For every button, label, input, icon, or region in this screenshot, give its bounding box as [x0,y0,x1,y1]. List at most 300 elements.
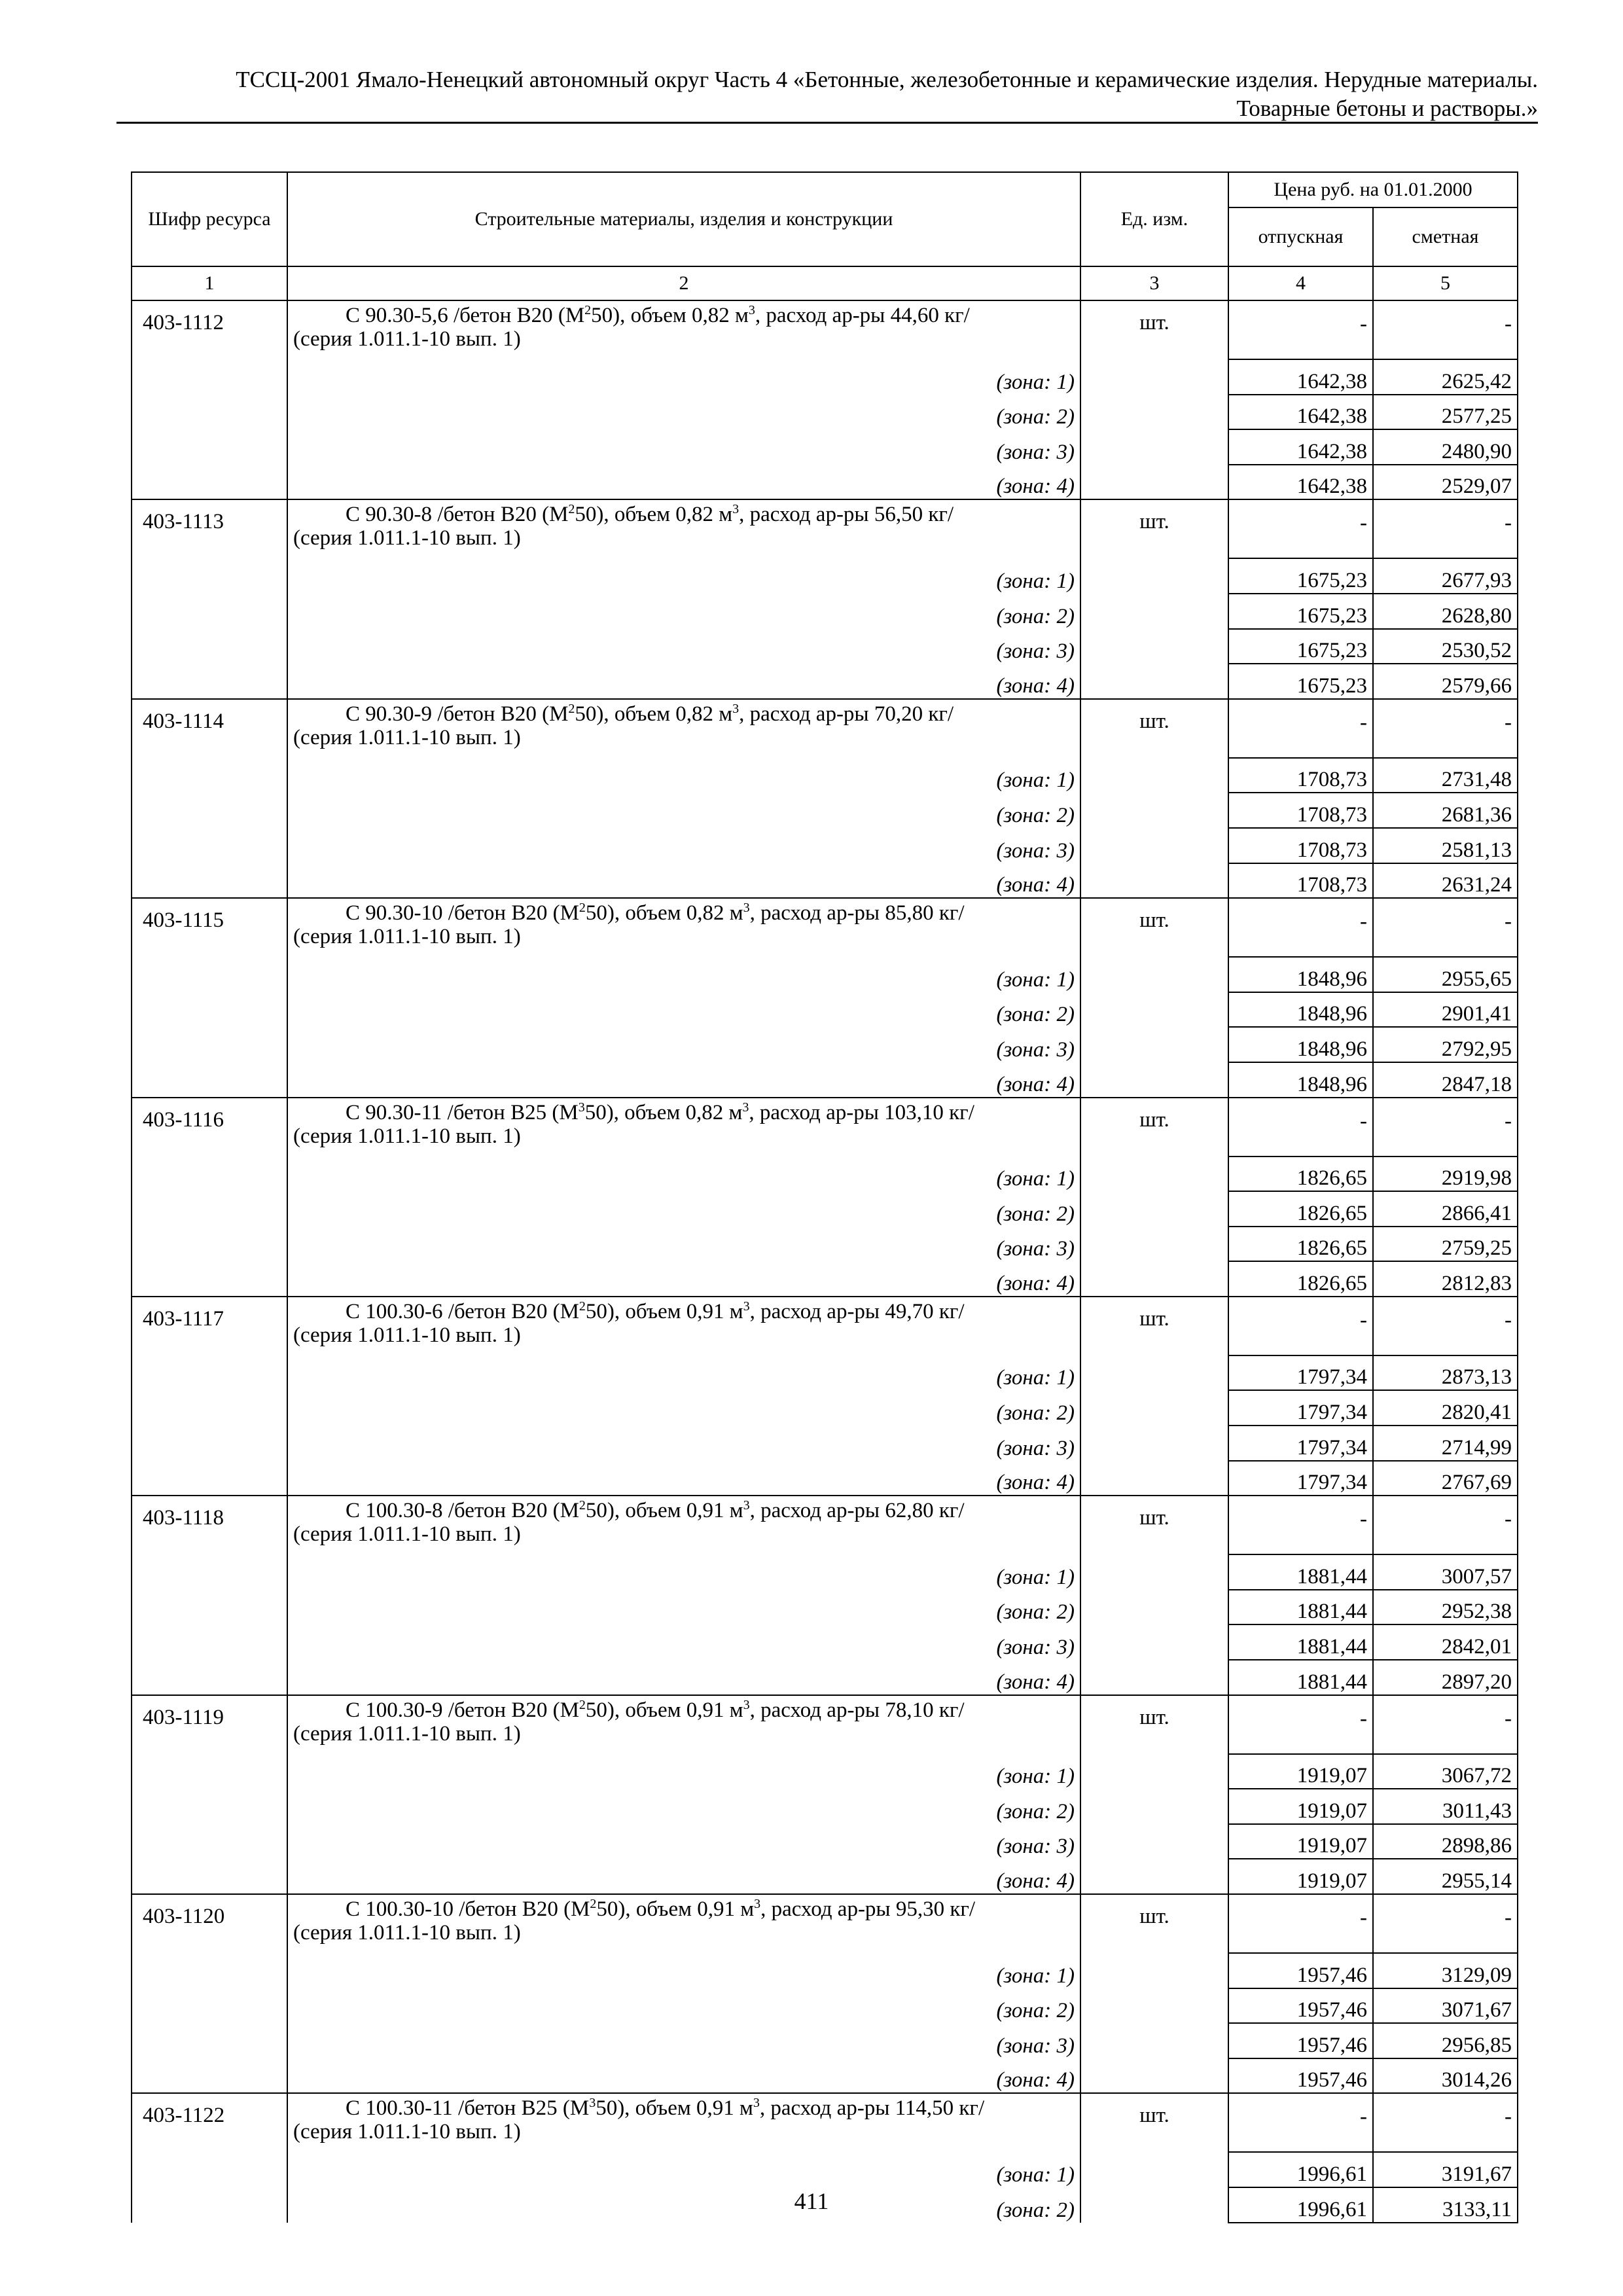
resource-description [287,300,1080,359]
zone-label: (зона: 3) [287,629,1080,664]
description-part-a: С 90.30-10 /бетон В20 (М [346,901,579,925]
zone-estimate-price: 2628,80 [1373,594,1518,629]
empty-cell [132,1754,287,1789]
description-part-b: 50), объем 0,82 м [585,901,743,925]
description-line-1 [293,2096,1075,2120]
unit-of-measure: шт. [1080,2093,1228,2152]
empty-cell [132,465,287,500]
empty-cell [132,664,287,699]
zone-release-price: 1881,44 [1228,1554,1373,1590]
empty-cell [1080,1988,1228,2024]
zone-release-price: 1675,23 [1228,629,1373,664]
superscript-grade: 2 [579,1299,586,1314]
empty-cell [132,1624,287,1660]
zone-release-price: 1708,73 [1228,863,1373,899]
empty-cell [1080,664,1228,699]
zone-estimate-price: 2919,98 [1373,1157,1518,1192]
description-part-b: 50), объем 0,91 м [596,2096,753,2121]
release-price: - [1228,1496,1373,1554]
description-line-1 [293,1698,1075,1722]
empty-cell [1080,1590,1228,1625]
empty-cell [1080,2058,1228,2094]
empty-cell [1080,2023,1228,2058]
zone-label: (зона: 1) [287,1355,1080,1391]
zone-release-price: 1848,96 [1228,957,1373,992]
description-part-c: , расход ар-ры 103,10 кг/ [749,1100,974,1124]
zone-label: (зона: 4) [287,1261,1080,1297]
empty-cell [1080,558,1228,594]
zone-estimate-price: 2581,13 [1373,828,1518,863]
superscript-grade: 2 [579,901,586,916]
release-price: - [1228,1098,1373,1157]
empty-cell [132,863,287,899]
table-row [132,898,1518,957]
zone-release-price: 1957,46 [1228,1953,1373,1988]
zone-row [132,1590,1518,1625]
empty-cell [132,1789,287,1824]
zone-estimate-price: 3014,26 [1373,2058,1518,2094]
empty-cell [132,2023,287,2058]
zone-label: (зона: 3) [287,1027,1080,1062]
empty-cell [1080,465,1228,500]
zone-release-price: 1826,65 [1228,1227,1373,1262]
col-header-name: Строительные материалы, изделия и конструкции [287,172,1080,266]
zone-estimate-price: 2842,01 [1373,1624,1518,1660]
zone-release-price: 1826,65 [1228,1261,1373,1297]
superscript-volume: 3 [743,1697,750,1712]
empty-cell [132,429,287,465]
zone-label: (зона: 4) [287,2058,1080,2094]
estimate-price: - [1373,1297,1518,1355]
zone-release-price: 1848,96 [1228,1062,1373,1098]
zone-row [132,1859,1518,1894]
zone-row [132,558,1518,594]
superscript-grade: 3 [578,1100,585,1115]
empty-cell [1080,1824,1228,1859]
description-part-c: , расход ар-ры 44,60 кг/ [755,304,970,327]
zone-label: (зона: 3) [287,429,1080,465]
empty-cell [132,1191,287,1227]
zone-label: (зона: 1) [287,558,1080,594]
empty-cell [1080,1859,1228,1894]
zone-release-price: 1919,07 [1228,1754,1373,1789]
resource-code: 403-1119 [132,1695,287,1754]
description-part-a: С 90.30-8 /бетон В20 (М [346,503,569,527]
zone-row [132,1426,1518,1461]
zone-label: (зона: 3) [287,1824,1080,1859]
description-line-2: (серия 1.011.1-10 вып. 1) [293,2120,521,2144]
zone-row [132,828,1518,863]
empty-cell [1080,1461,1228,1496]
table-row [132,1297,1518,1355]
zone-estimate-price: 3133,11 [1373,2187,1518,2223]
zone-estimate-price: 2898,86 [1373,1824,1518,1859]
zone-estimate-price: 2955,14 [1373,1859,1518,1894]
description-line-1 [293,1499,1075,1522]
description-part-b: 50), объем 0,82 м [584,1100,743,1124]
header-rule [116,122,1538,124]
release-price: - [1228,1894,1373,1953]
description-line-1 [293,901,1075,925]
resource-code: 403-1117 [132,1297,287,1355]
description-line-1 [293,1300,1075,1323]
superscript-volume: 3 [742,1100,749,1115]
col-header-code: Шифр ресурса [132,172,287,266]
resource-code: 403-1113 [132,499,287,558]
zone-estimate-price: 3067,72 [1373,1754,1518,1789]
zone-release-price: 1675,23 [1228,558,1373,594]
superscript-volume: 3 [732,502,740,517]
zone-estimate-price: 2731,48 [1373,758,1518,793]
description-part-b: 50), объем 0,91 м [596,1897,755,1921]
table-row [132,699,1518,758]
zone-release-price: 1848,96 [1228,992,1373,1028]
zone-estimate-price: 2866,41 [1373,1191,1518,1227]
unit-of-measure: шт. [1080,1894,1228,1953]
zone-release-price: 1642,38 [1228,359,1373,395]
zone-estimate-price: 2577,25 [1373,395,1518,430]
empty-cell [132,828,287,863]
zone-label: (зона: 4) [287,1859,1080,1894]
empty-cell [1080,758,1228,793]
zone-estimate-price: 2792,95 [1373,1027,1518,1062]
superscript-volume: 3 [743,1299,750,1314]
zone-release-price: 1708,73 [1228,793,1373,828]
zone-row [132,2058,1518,2094]
empty-cell [132,1355,287,1391]
page-header [116,65,1538,123]
zone-release-price: 1919,07 [1228,1859,1373,1894]
zone-estimate-price: 2681,36 [1373,793,1518,828]
empty-cell [1080,1624,1228,1660]
zone-row [132,1554,1518,1590]
zone-row [132,1461,1518,1496]
resource-code: 403-1115 [132,898,287,957]
description-line-1 [293,1101,1075,1124]
estimate-price: - [1373,2093,1518,2152]
release-price: - [1228,1297,1373,1355]
empty-cell [1080,1660,1228,1695]
estimate-price: - [1373,499,1518,558]
empty-cell [132,1859,287,1894]
description-line-2: (серия 1.011.1-10 вып. 1) [293,1124,521,1148]
zone-release-price: 1881,44 [1228,1660,1373,1695]
superscript-volume: 3 [753,2096,760,2111]
empty-cell [1080,863,1228,899]
estimate-price: - [1373,1695,1518,1754]
zone-row [132,359,1518,395]
price-table [131,171,1518,2223]
resource-description [287,2093,1080,2152]
empty-cell [132,2152,287,2187]
empty-cell [132,1590,287,1625]
zone-release-price: 1881,44 [1228,1624,1373,1660]
empty-cell [132,1953,287,1988]
resource-description [287,898,1080,957]
zone-row [132,629,1518,664]
empty-cell [132,992,287,1028]
superscript-grade: 2 [590,1897,597,1911]
description-part-a: С 100.30-6 /бетон В20 (М [346,1299,579,1323]
zone-estimate-price: 2901,41 [1373,992,1518,1028]
empty-cell [1080,1027,1228,1062]
unit-of-measure: шт. [1080,1496,1228,1554]
description-part-c: , расход ар-ры 78,10 кг/ [749,1698,965,1722]
zone-estimate-price: 2812,83 [1373,1261,1518,1297]
zone-label: (зона: 4) [287,1660,1080,1695]
zone-estimate-price: 2873,13 [1373,1355,1518,1391]
zone-label: (зона: 1) [287,1157,1080,1192]
empty-cell [132,1227,287,1262]
superscript-volume: 3 [743,901,750,916]
col-number-5: 5 [1373,266,1518,300]
empty-cell [1080,629,1228,664]
resource-code: 403-1116 [132,1098,287,1157]
col-number-1: 1 [132,266,287,300]
zone-release-price: 1708,73 [1228,758,1373,793]
zone-label: (зона: 2) [287,1789,1080,1824]
release-price: - [1228,699,1373,758]
superscript-grade: 2 [568,701,575,716]
resource-description [287,699,1080,758]
table-row [132,1098,1518,1157]
description-part-b: 50), объем 0,82 м [575,702,733,726]
zone-row [132,863,1518,899]
zone-release-price: 1642,38 [1228,465,1373,500]
empty-cell [132,395,287,430]
empty-cell [132,1157,287,1192]
zone-estimate-price: 2625,42 [1373,359,1518,395]
resource-code: 403-1114 [132,699,287,758]
col-number-3: 3 [1080,266,1228,300]
empty-cell [1080,1554,1228,1590]
table-row [132,300,1518,359]
resource-description [287,1496,1080,1554]
zone-estimate-price: 3071,67 [1373,1988,1518,2024]
description-line-1 [293,304,1075,327]
zone-label: (зона: 4) [287,664,1080,699]
description-part-a: С 100.30-11 /бетон В25 (М [346,2096,590,2121]
unit-of-measure: шт. [1080,898,1228,957]
zone-estimate-price: 2955,65 [1373,957,1518,992]
zone-row [132,1754,1518,1789]
zone-label: (зона: 2) [287,1390,1080,1426]
zone-estimate-price: 3007,57 [1373,1554,1518,1590]
zone-row [132,1390,1518,1426]
empty-cell [132,2058,287,2094]
header-line-1: ТССЦ-2001 Ямало-Ненецкий автономный округ Часть 4 «Бетонные, железобетонные и керамические изделия. Нерудные материалы. [236,67,1538,92]
zone-row [132,429,1518,465]
zone-release-price: 1996,61 [1228,2152,1373,2187]
estimate-price: - [1373,1894,1518,1953]
zone-label: (зона: 2) [287,1191,1080,1227]
zone-release-price: 1642,38 [1228,395,1373,430]
estimate-price: - [1373,1496,1518,1554]
description-line-2: (серия 1.011.1-10 вып. 1) [293,526,521,550]
zone-label: (зона: 4) [287,863,1080,899]
zone-label: (зона: 1) [287,1953,1080,1988]
description-part-c: , расход ар-ры 85,80 кг/ [749,901,965,925]
superscript-grade: 3 [589,2096,596,2111]
superscript-grade: 2 [584,303,592,317]
zone-row [132,395,1518,430]
zone-row [132,1062,1518,1098]
table-head [132,172,1518,300]
zone-estimate-price: 2767,69 [1373,1461,1518,1496]
table-row [132,1894,1518,1953]
zone-estimate-price: 2530,52 [1373,629,1518,664]
unit-of-measure: шт. [1080,699,1228,758]
release-price: - [1228,300,1373,359]
superscript-volume: 3 [754,1897,761,1911]
release-price: - [1228,499,1373,558]
description-part-b: 50), объем 0,91 м [585,1299,743,1323]
zone-row [132,1824,1518,1859]
description-part-c: , расход ар-ры 49,70 кг/ [749,1299,965,1323]
col-header-release: отпускная [1228,207,1373,266]
zone-label: (зона: 1) [287,359,1080,395]
estimate-price: - [1373,300,1518,359]
zone-label: (зона: 3) [287,828,1080,863]
empty-cell [1080,793,1228,828]
empty-cell [1080,1754,1228,1789]
description-part-a: С 100.30-8 /бетон В20 (М [346,1499,579,1523]
zone-estimate-price: 2956,85 [1373,2023,1518,2058]
zone-label: (зона: 2) [287,1590,1080,1625]
superscript-grade: 2 [568,502,575,517]
zone-row [132,1789,1518,1824]
zone-label: (зона: 3) [287,1426,1080,1461]
zone-row [132,1261,1518,1297]
zone-label: (зона: 1) [287,1554,1080,1590]
empty-cell [132,1824,287,1859]
estimate-price: - [1373,898,1518,957]
table-row [132,1496,1518,1554]
zone-row [132,1660,1518,1695]
description-line-2: (серия 1.011.1-10 вып. 1) [293,1921,521,1945]
empty-cell [1080,828,1228,863]
zone-row [132,1191,1518,1227]
zone-label: (зона: 2) [287,594,1080,629]
zone-estimate-price: 2631,24 [1373,863,1518,899]
release-price: - [1228,1695,1373,1754]
unit-of-measure: шт. [1080,1695,1228,1754]
empty-cell [1080,429,1228,465]
empty-cell [132,1390,287,1426]
unit-of-measure: шт. [1080,1297,1228,1355]
zone-label: (зона: 1) [287,2152,1080,2187]
release-price: - [1228,898,1373,957]
empty-cell [1080,1062,1228,1098]
resource-description [287,1297,1080,1355]
description-line-2: (серия 1.011.1-10 вып. 1) [293,725,521,749]
zone-row [132,2023,1518,2058]
zone-estimate-price: 3011,43 [1373,1789,1518,1824]
empty-cell [1080,1426,1228,1461]
description-part-b: 50), объем 0,91 м [585,1698,743,1722]
zone-row [132,758,1518,793]
zone-row [132,793,1518,828]
zone-row [132,992,1518,1028]
zone-release-price: 1797,34 [1228,1390,1373,1426]
description-part-a: С 100.30-9 /бетон В20 (М [346,1698,579,1722]
empty-cell [1080,957,1228,992]
empty-cell [1080,1191,1228,1227]
zone-estimate-price: 2952,38 [1373,1590,1518,1625]
empty-cell [132,1027,287,1062]
page-number: 411 [794,2188,829,2214]
zone-release-price: 1848,96 [1228,1027,1373,1062]
zone-estimate-price: 2847,18 [1373,1062,1518,1098]
empty-cell [1080,2152,1228,2187]
zone-release-price: 1642,38 [1228,429,1373,465]
zone-label: (зона: 2) [287,992,1080,1028]
description-line-1 [293,702,1075,726]
description-line-2: (серия 1.011.1-10 вып. 1) [293,327,521,351]
empty-cell [1080,1390,1228,1426]
col-number-4: 4 [1228,266,1373,300]
description-part-c: , расход ар-ры 56,50 кг/ [739,503,954,527]
zone-estimate-price: 2579,66 [1373,664,1518,699]
zone-release-price: 1675,23 [1228,594,1373,629]
description-part-a: С 90.30-5,6 /бетон В20 (М [346,304,585,327]
description-part-a: С 100.30-10 /бетон В20 (М [346,1897,590,1921]
empty-cell [1080,1261,1228,1297]
empty-cell [132,1426,287,1461]
zone-row [132,1953,1518,1988]
description-part-c: , расход ар-ры 114,50 кг/ [759,2096,985,2121]
zone-estimate-price: 2759,25 [1373,1227,1518,1262]
zone-row [132,1157,1518,1192]
zone-estimate-price: 2480,90 [1373,429,1518,465]
zone-row [132,957,1518,992]
estimate-price: - [1373,699,1518,758]
description-part-c: , расход ар-ры 95,30 кг/ [760,1897,976,1921]
description-part-a: С 90.30-9 /бетон В20 (М [346,702,569,726]
empty-cell [132,629,287,664]
zone-estimate-price: 2820,41 [1373,1390,1518,1426]
empty-cell [1080,1227,1228,1262]
zone-row [132,1988,1518,2024]
table-body [132,300,1518,2223]
zone-release-price: 1675,23 [1228,664,1373,699]
zone-label: (зона: 2) [287,2187,1080,2223]
zone-label: (зона: 2) [287,395,1080,430]
description-line-1 [293,503,1075,526]
zone-label: (зона: 3) [287,1227,1080,1262]
empty-cell [132,1461,287,1496]
empty-cell [1080,1953,1228,1988]
zone-release-price: 1826,65 [1228,1191,1373,1227]
table-row [132,2093,1518,2152]
empty-cell [132,1660,287,1695]
description-part-b: 50), объем 0,91 м [585,1499,743,1523]
empty-cell [1080,395,1228,430]
empty-cell [132,1261,287,1297]
zone-row [132,1624,1518,1660]
description-line-2: (серия 1.011.1-10 вып. 1) [293,1721,521,1746]
zone-label: (зона: 1) [287,957,1080,992]
zone-release-price: 1881,44 [1228,1590,1373,1625]
unit-of-measure: шт. [1080,300,1228,359]
zone-release-price: 1708,73 [1228,828,1373,863]
superscript-volume: 3 [732,701,740,716]
description-part-a: С 90.30-11 /бетон В25 (М [346,1100,579,1124]
zone-release-price: 1996,61 [1228,2187,1373,2223]
zone-row [132,1027,1518,1062]
zone-estimate-price: 2677,93 [1373,558,1518,594]
description-line-2: (серия 1.011.1-10 вып. 1) [293,925,521,949]
